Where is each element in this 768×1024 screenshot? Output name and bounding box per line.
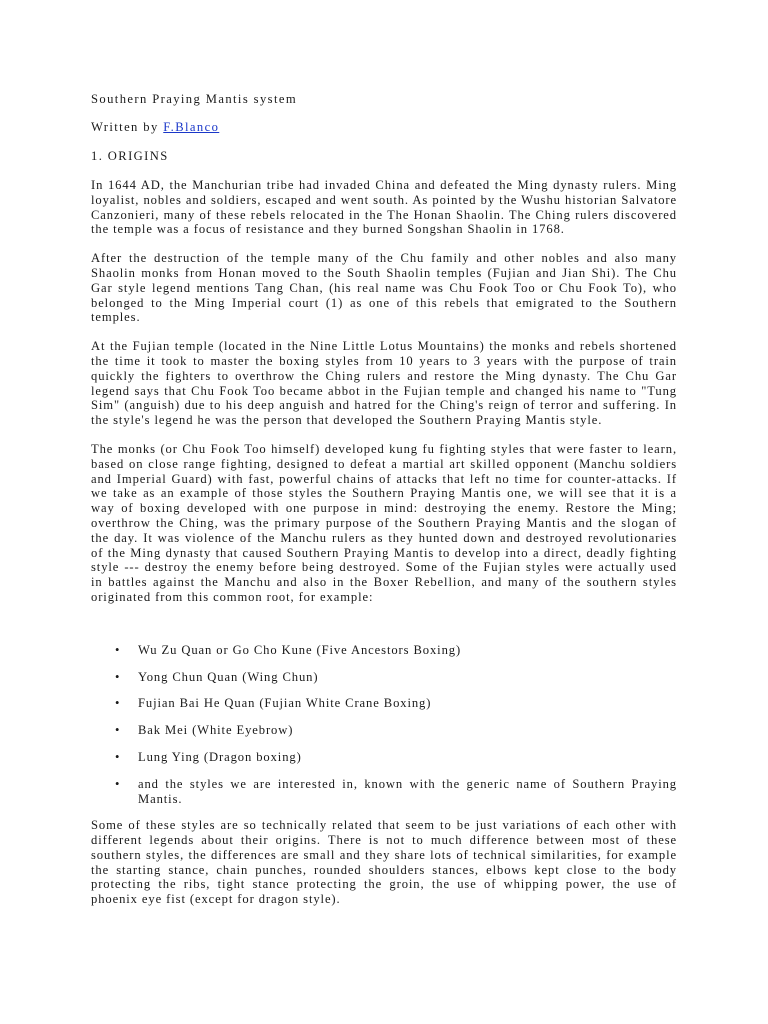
list-item-text: Wu Zu Quan or Go Cho Kune (Five Ancestors Boxing) (138, 642, 462, 657)
bullet-icon: • (115, 776, 121, 791)
bullet-icon: • (115, 696, 121, 711)
paragraph-3: At the Fujian temple (located in the Nine Little Lotus Mountains) the monks and rebels shortened the time it took to master the boxing styles from 10 years to 3 years with the purpose of train quickly the fighters to overthrow the Ching rulers and restore the Ming dynasty. The Chu Gar legend says that Chu Fook Too became abbot in the Fujian temple and changed his name to "Tung Sim" (anguish) due to his deep anguish and hatred for the Ching's reign of terror and suffering. In the style's legend he was the person that developed the Southern Praying Mantis style. (91, 339, 677, 428)
document-title: Southern Praying Mantis system (91, 92, 298, 106)
list-item (91, 696, 677, 711)
byline (91, 120, 677, 135)
paragraph-4: The monks (or Chu Fook Too himself) developed kung fu fighting styles that were faster to learn, based on close range fighting, designed to defeat a martial art skilled opponent (Manchu soldiers and Imperial Guard) with fast, powerful chains of attacks that left no time for counter-attacks. If we take as an example of those styles the Southern Praying Mantis one, we will see that it is a way of boxing developed with one purpose in mind: destroying the enemy. Restore the Ming; overthrow the Ching, was the primary purpose of the Southern Praying Mantis and the slogan of the day. It was violence of the Manchu rulers as they hunted down and destroyed revolutionaries of the Ming dynasty that caused Southern Praying Mantis to develop into a direct, deadly fighting style --- destroy the enemy before being destroyed. Some of the Fujian styles were actually used in battles against the Manchu and also in the Boxer Rebellion, and many of the southern styles originated from this common root, for example: (91, 441, 677, 604)
styles-list (91, 643, 677, 807)
list-item-text: Bak Mei (White Eyebrow) (138, 723, 294, 738)
list-item-text: and the styles we are interested in, known with the generic name of Southern Praying Mantis. (138, 776, 677, 806)
bullet-icon: • (115, 723, 121, 738)
paragraph-1: In 1644 AD, the Manchurian tribe had invaded China and defeated the Ming dynasty rulers. Ming loyalist, nobles and soldiers, escaped and went south. As pointed by the Wushu historian Salvatore Canzonieri, many of these rebels relocated in the The Honan Shaolin. The Ching rulers discovered the temple was a focus of resistance and they burned Songshan Shaolin in 1768. (91, 178, 677, 237)
list-item (91, 777, 677, 807)
author-link[interactable]: F.Blanco (163, 120, 220, 134)
bullet-icon: • (115, 669, 121, 684)
document-page (91, 92, 677, 921)
byline-prefix: Written by (91, 120, 164, 134)
list-item (91, 670, 677, 685)
paragraph-2: After the destruction of the temple many of the Chu family and other nobles and also many Shaolin monks from Honan moved to the South Shaolin temples (Fujian and Jian Shi). The Chu Gar style legend mentions Tang Chan, (his real name was Chu Fook Too or Chu Fook To), who belonged to the Ming Imperial court (1) as one of this rebels that emigrated to the Southern temples. (91, 251, 677, 325)
section-heading: 1. ORIGINS (91, 149, 169, 163)
list-item (91, 643, 677, 658)
bullet-icon: • (115, 642, 121, 657)
closing-paragraph: Some of these styles are so technically related that seem to be just variations of each other with different legends about their origins. There is not to much difference between most of these southern styles, the differences are small and they share lots of technical similarities, for example the starting stance, chain punches, rounded shoulders stances, elbows kept close to the body protecting the ribs, tight stance protecting the groin, the use of whipping power, the use of phoenix eye fist (except for dragon style). (91, 818, 677, 907)
bullet-icon: • (115, 749, 121, 764)
list-item (91, 723, 677, 738)
list-item (91, 750, 677, 765)
list-item-text: Yong Chun Quan (Wing Chun) (138, 669, 319, 684)
list-item-text: Fujian Bai He Quan (Fujian White Crane Boxing) (138, 696, 432, 711)
list-item-text: Lung Ying (Dragon boxing) (138, 749, 302, 764)
